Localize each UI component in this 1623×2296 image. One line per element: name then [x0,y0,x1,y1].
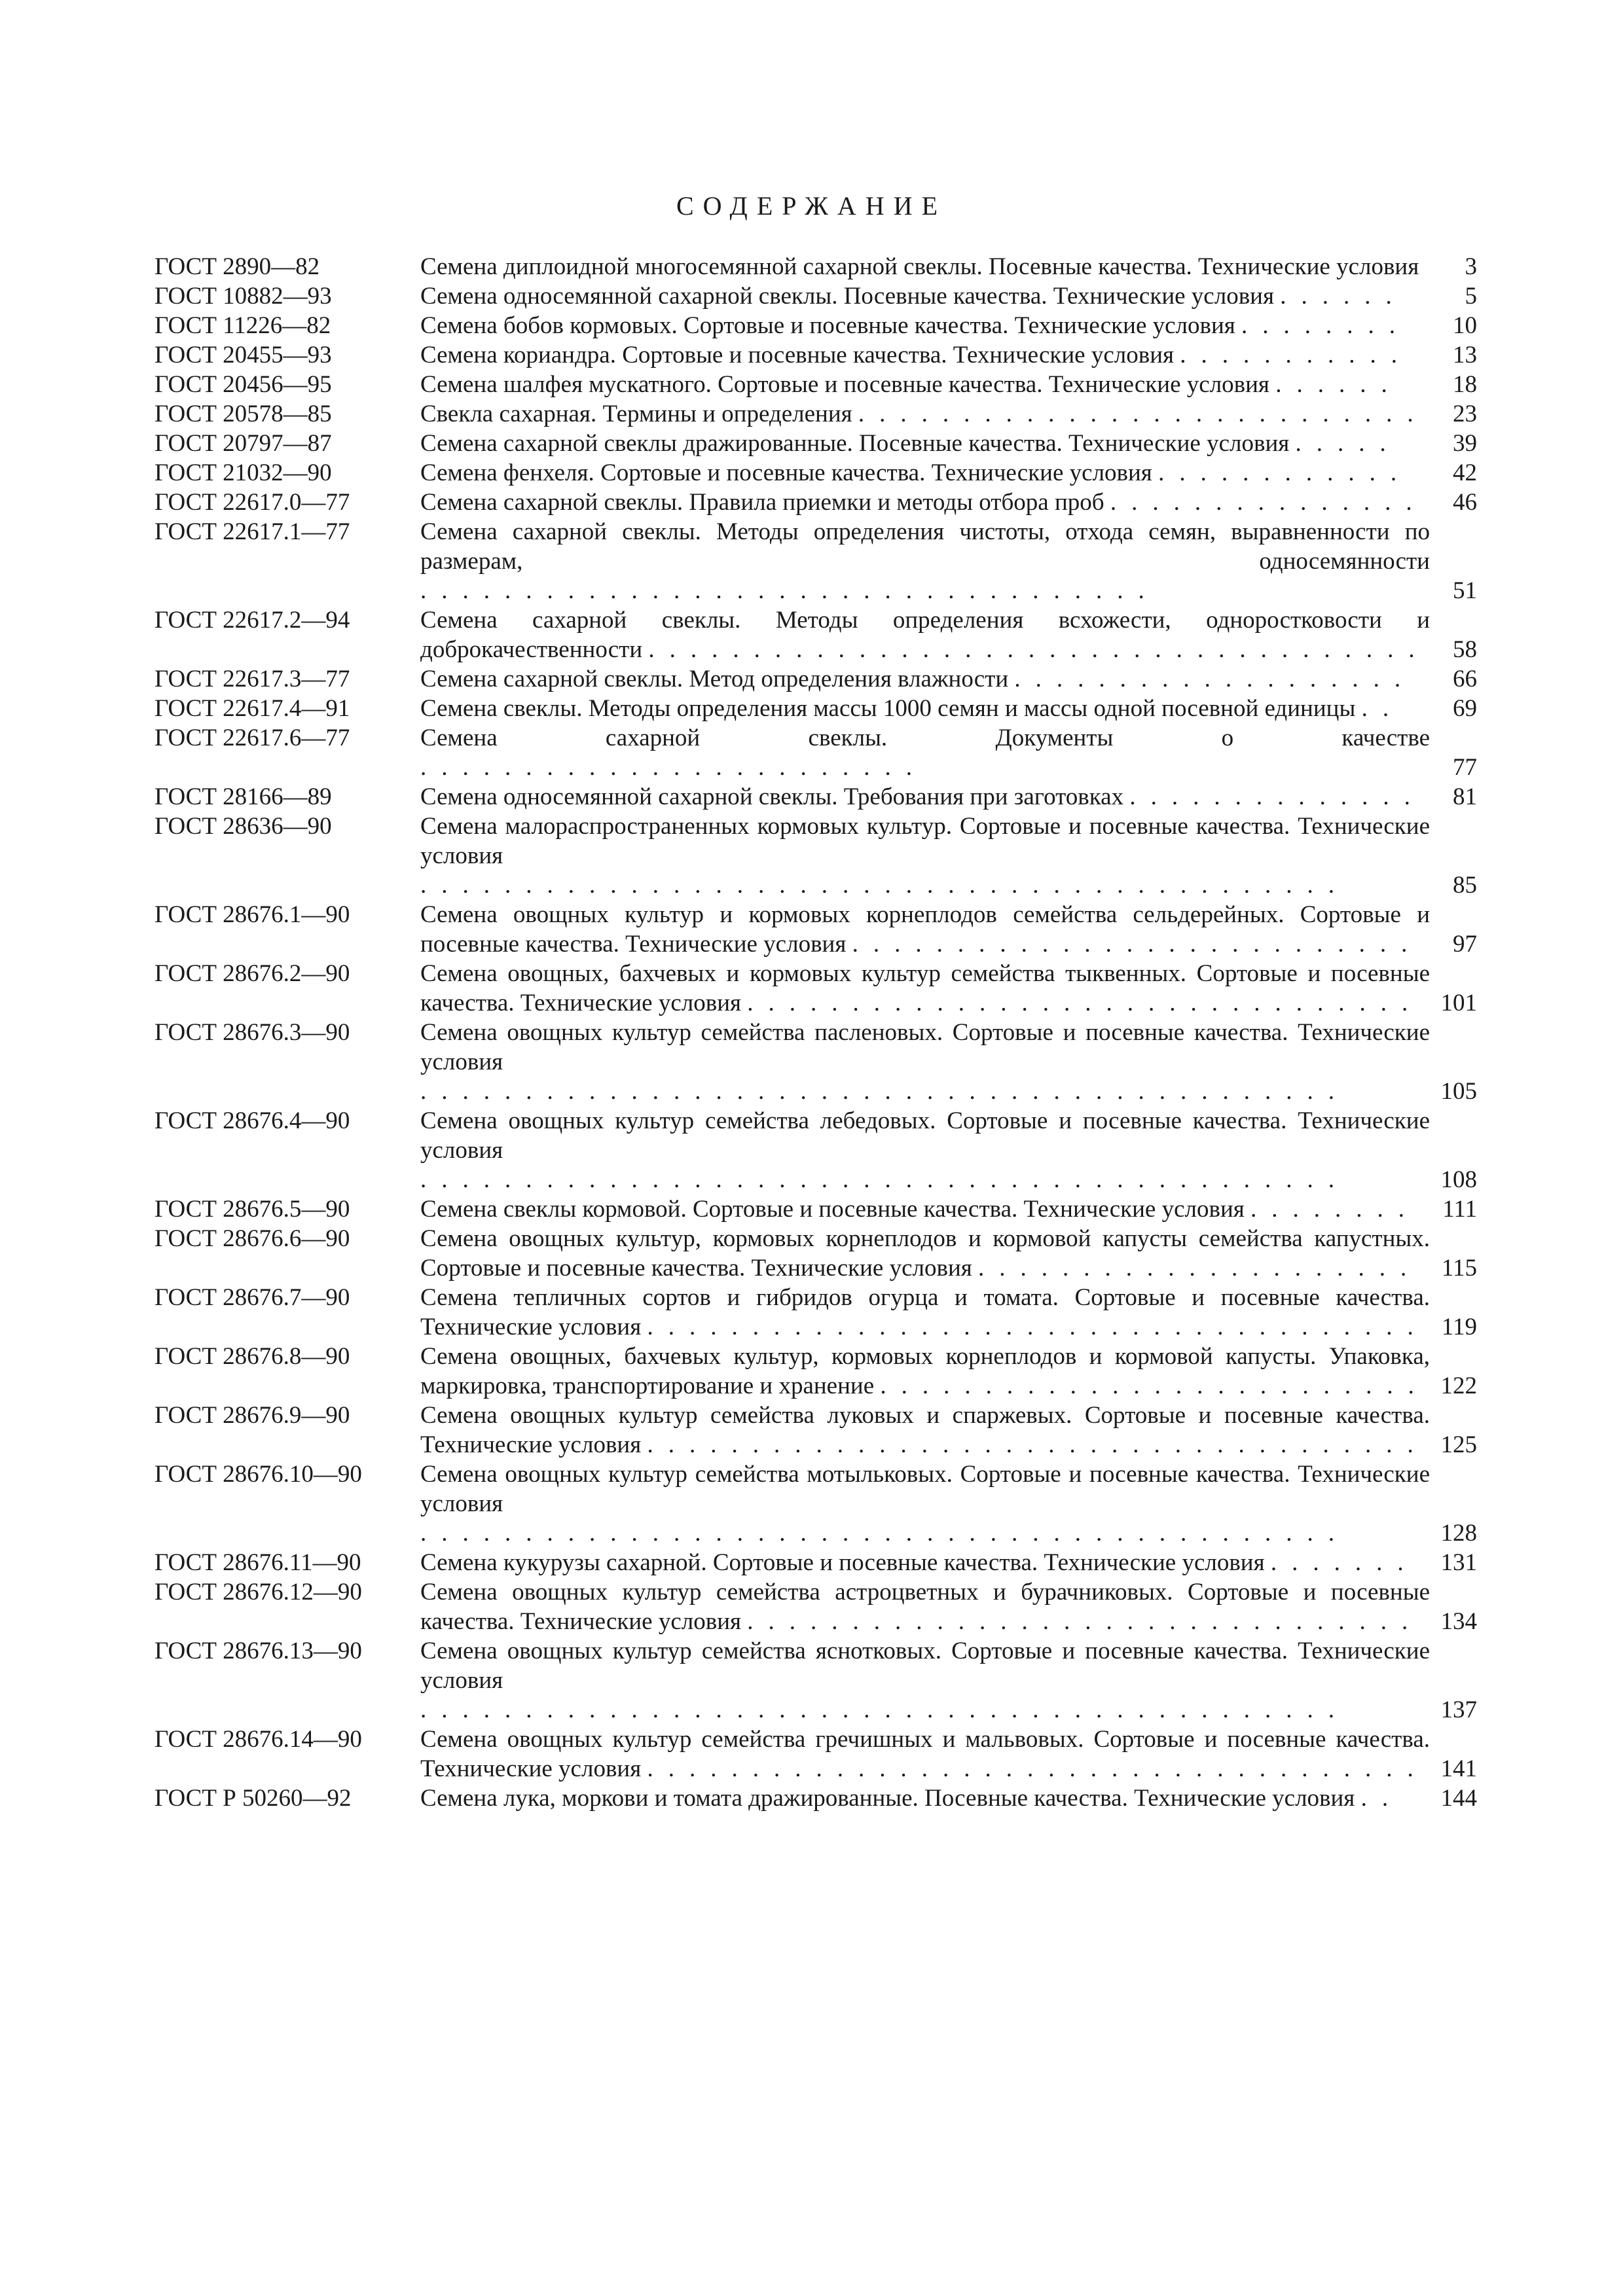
toc-entry [155,1283,1477,1342]
entry-body [420,252,1477,281]
standard-title [420,664,1477,694]
standard-title-text: Семена свеклы. Методы определения массы 1000 семян и массы одной посевной единицы [420,695,1356,722]
dot-leader: ................... [1014,666,1416,692]
page-number: 85 [1453,872,1477,899]
standard-title-text: Семена овощных культур семейства лебедовых. Сортовые и посевные качества. Технические условия [420,1107,1430,1164]
standard-title [420,340,1477,370]
entry-body [420,488,1477,517]
standard-title-text: Семена овощных культур и кормовых корнеплодов семейства сельдерейных. Сортовые и посевные качества. Технические условия [420,901,1430,958]
page-number: 128 [1440,1520,1477,1547]
toc-entry [155,517,1477,605]
standard-title [420,812,1477,900]
toc-entry [155,1636,1477,1725]
toc-entry [155,1460,1477,1548]
dot-leader: .. [1360,1785,1404,1812]
standard-title-text: Семена сахарной свеклы. Правила приемки и методы отбора проб [420,489,1104,516]
standard-title [420,900,1477,959]
standard-code: ГОСТ 28676.2—90 [155,960,350,987]
dot-leader: ..................................... [647,1431,1429,1458]
toc-entry [155,370,1477,399]
standard-code: ГОСТ 2890—82 [155,253,320,280]
entry-body [420,1018,1477,1106]
standard-title [420,723,1477,782]
standard-title [420,1725,1477,1784]
dot-leader: ........ [1241,312,1411,339]
dot-leader: ........................... [852,931,1423,958]
page-number: 42 [1453,459,1477,486]
standard-title [420,1224,1477,1283]
toc-entry [155,429,1477,458]
standard-title [420,1106,1477,1194]
standard-code: ГОСТ 20578—85 [155,401,332,427]
toc-entry [155,1401,1477,1460]
entry-body [420,1401,1477,1460]
standard-title [420,458,1477,488]
entry-body [420,1577,1477,1636]
standard-code: ГОСТ 28676.8—90 [155,1343,350,1370]
standard-code: ГОСТ 28676.4—90 [155,1107,350,1134]
toc-entry [155,812,1477,900]
dot-leader: ...... [1280,283,1407,310]
page-number: 66 [1453,666,1477,692]
standard-title-text: Семена лука, моркови и томата дражированные. Посевные качества. Технические условия [420,1785,1355,1812]
page-number: 3 [1465,253,1477,280]
page-number: 137 [1440,1696,1477,1723]
standard-code: ГОСТ Р 50260—92 [155,1785,352,1812]
toc-entry [155,782,1477,812]
page-number: 111 [1442,1196,1477,1223]
standard-code: ГОСТ 22617.3—77 [155,666,350,692]
entry-body [420,1224,1477,1283]
toc-entry [155,252,1477,281]
standard-code: ГОСТ 28676.14—90 [155,1726,362,1753]
standard-title [420,281,1477,311]
page-number: 23 [1453,401,1477,427]
dot-leader: ............................................ [420,1078,1349,1105]
toc-entry [155,1784,1477,1813]
entry-body [420,311,1477,340]
dot-leader: ........................... [858,401,1429,427]
standard-title [420,694,1477,723]
dot-leader: ................................ [747,1608,1423,1635]
standard-title [420,1018,1477,1106]
standard-title-text: Семена сахарной свеклы. Методы определения всхожести, одноростковости и доброкачественности [420,607,1430,663]
toc-entry [155,1577,1477,1636]
standard-code: ГОСТ 20797—87 [155,430,332,457]
toc-entry [155,311,1477,340]
dot-leader: ........... [1180,342,1413,368]
entry-body [420,723,1477,782]
dot-leader: .............. [1129,783,1425,810]
page-number: 115 [1441,1255,1477,1282]
entry-body [420,281,1477,311]
entry-body [420,370,1477,399]
standard-title [420,1577,1477,1636]
standard-code: ГОСТ 28636—90 [155,813,332,840]
page-number: 77 [1453,754,1477,781]
entry-body [420,664,1477,694]
entry-body [420,517,1477,605]
standard-title-text: Семена сахарной свеклы. Документы о качестве [420,725,1430,751]
standard-title [420,1283,1477,1342]
standard-title-text: Семена сахарной свеклы дражированные. Посевные качества. Технические условия [420,430,1290,457]
standard-code: ГОСТ 28676.9—90 [155,1402,350,1429]
standard-code: ГОСТ 28676.5—90 [155,1196,350,1223]
page-number: 39 [1453,430,1477,457]
dot-leader: ....... [1270,1549,1419,1576]
page-title: СОДЕРЖАНИЕ [676,191,947,221]
standard-title [420,252,1477,281]
standard-title-text: Семена овощных культур семейства пасленовых. Сортовые и посевные качества. Технические условия [420,1019,1430,1075]
standard-title [420,1784,1477,1813]
toc-entry [155,399,1477,429]
dot-leader: ...... [1275,371,1402,398]
standard-title-text: Семена кукурузы сахарной. Сортовые и посевные качества. Технические условия [420,1549,1265,1576]
page-number: 10 [1453,312,1477,339]
page-number: 122 [1440,1372,1477,1399]
standard-title-text: Свекла сахарная. Термины и определения [420,401,852,427]
page-number: 108 [1440,1166,1477,1193]
page-number: 51 [1453,577,1477,604]
toc-entry [155,1106,1477,1194]
standard-title-text: Семена односемянной сахарной свеклы. Требования при заготовках [420,783,1124,810]
dot-leader: ............... [1110,489,1427,516]
standard-title [420,1636,1477,1725]
entry-body [420,399,1477,429]
toc-entry [155,1194,1477,1224]
standard-code: ГОСТ 10882—93 [155,283,332,310]
standard-title-text: Семена овощных культур семейства мотыльковых. Сортовые и посевные качества. Технические условия [420,1461,1430,1517]
dot-leader: ..................... [978,1255,1422,1282]
standard-title [420,517,1477,605]
entry-body [420,782,1477,812]
standard-title [420,1460,1477,1548]
standard-title-text: Семена малораспространенных кормовых культур. Сортовые и посевные качества. Технические условия [420,813,1430,869]
toc-entry [155,1548,1477,1577]
dot-leader: ............................................ [420,1696,1349,1723]
toc-entry [155,488,1477,517]
entry-body [420,1106,1477,1194]
standard-code: ГОСТ 28676.7—90 [155,1284,350,1311]
standard-title [420,959,1477,1018]
toc-entry [155,900,1477,959]
standard-title [420,488,1477,517]
entry-body [420,1636,1477,1725]
standard-title-text: Семена овощных, бахчевых культур, кормовых корнеплодов и кормовой капусты. Упаковка, маркировка, транспортирование и хранение [420,1343,1430,1399]
page-number: 97 [1453,931,1477,958]
page-number: 18 [1453,371,1477,398]
page-number: 131 [1440,1549,1477,1576]
toc-entry [155,1018,1477,1106]
dot-leader: ............................................ [420,872,1349,899]
toc-entry [155,694,1477,723]
standard-title-text: Семена овощных, бахчевых и кормовых культур семейства тыквенных. Сортовые и посевные качества. Технические условия [420,960,1430,1016]
standard-title-text: Семена односемянной сахарной свеклы. Посевные качества. Технические условия [420,283,1274,310]
standard-title [420,1342,1477,1401]
standard-title-text: Семена овощных культур семейства гречишных и мальвовых. Сортовые и посевные качества. Технические условия [420,1726,1430,1782]
page-number: 13 [1453,342,1477,368]
entry-body [420,1283,1477,1342]
standard-title-text: Семена диплоидной многосемянной сахарной свеклы. Посевные качества. Технические условия [420,253,1419,280]
dot-leader: ..................................... [647,1755,1429,1782]
dot-leader: ..... [1295,430,1401,457]
dot-leader: .......................... [880,1372,1429,1399]
standard-code: ГОСТ 28676.13—90 [155,1638,362,1664]
toc-entry [155,664,1477,694]
standard-title [420,370,1477,399]
toc-entry [155,458,1477,488]
standard-title-text: Семена кориандра. Сортовые и посевные качества. Технические условия [420,342,1175,368]
entry-body [420,1784,1477,1813]
dot-leader: ............................................ [420,1166,1349,1193]
page-number: 81 [1453,783,1477,810]
standard-title [420,605,1477,664]
standard-code: ГОСТ 11226—82 [155,312,331,339]
standard-code: ГОСТ 28676.10—90 [155,1461,362,1488]
dot-leader: .. [1361,695,1404,722]
toc-entry [155,959,1477,1018]
standard-title [420,782,1477,812]
standard-code: ГОСТ 22617.2—94 [155,607,350,634]
entry-body [420,1548,1477,1577]
toc-entry [155,340,1477,370]
page-number: 105 [1440,1078,1477,1105]
entry-body [420,429,1477,458]
standard-title [420,1194,1477,1224]
standard-title-text: Семена овощных культур семейства луковых и спаржевых. Сортовые и посевные качества. Технические условия [420,1402,1430,1458]
entry-body [420,812,1477,900]
standard-title-text: Семена шалфея мускатного. Сортовые и посевные качества. Технические условия [420,371,1269,398]
standard-title-text: Семена тепличных сортов и гибридов огурца и томата. Сортовые и посевные качества. Технические условия [420,1284,1430,1340]
dot-leader: ............................................ [420,1520,1349,1547]
toc-entry [155,1224,1477,1283]
standard-code: ГОСТ 22617.1—77 [155,518,350,545]
page-number: 125 [1440,1431,1477,1458]
standard-title [420,399,1477,429]
entry-body [420,458,1477,488]
standard-title [420,429,1477,458]
page-number: 5 [1465,283,1477,310]
dot-leader: ................................... [420,577,1159,604]
standard-code: ГОСТ 20455—93 [155,342,332,368]
page-number: 144 [1440,1785,1477,1812]
page-number: 141 [1440,1755,1477,1782]
toc-entry [155,1725,1477,1784]
standard-title-text: Семена овощных культур, кормовых корнеплодов и кормовой капусты семейства капустных. Сортовые и посевные качества. Технические условия [420,1225,1430,1282]
standard-title-text: Семена бобов кормовых. Сортовые и посевные качества. Технические условия [420,312,1235,339]
standard-code: ГОСТ 20456—95 [155,371,332,398]
page-number: 69 [1453,695,1477,722]
toc-entry [155,605,1477,664]
standard-title-text: Семена свеклы кормовой. Сортовые и посевные качества. Технические условия [420,1196,1245,1223]
dot-leader: ................................ [747,990,1423,1016]
standard-code: ГОСТ 28676.6—90 [155,1225,350,1252]
entry-body [420,1725,1477,1784]
page-number: 58 [1453,636,1477,663]
dot-leader: ........................ [420,754,927,781]
standard-code: ГОСТ 22617.0—77 [155,489,350,516]
standard-code: ГОСТ 28676.1—90 [155,901,350,928]
standard-title [420,311,1477,340]
standard-code: ГОСТ 21032—90 [155,459,332,486]
standard-title-text: Семена сахарной свеклы. Методы определения чистоты, отхода семян, выравненности по размерам, односемянности [420,518,1430,575]
entry-body [420,1194,1477,1224]
standard-code: ГОСТ 28166—89 [155,783,332,810]
page-number: 119 [1441,1314,1477,1340]
standard-title-text: Семена овощных культур семейства яснотковых. Сортовые и посевные качества. Технические условия [420,1638,1430,1694]
standard-title [420,1548,1477,1577]
toc-entry [155,281,1477,311]
dot-leader: ........ [1250,1196,1420,1223]
toc-entry [155,723,1477,782]
table-of-contents [155,252,1477,1813]
entry-body [420,605,1477,664]
page-number: 101 [1440,990,1477,1016]
standard-code: ГОСТ 28676.3—90 [155,1019,350,1046]
standard-title-text: Семена овощных культур семейства астроцветных и бурачниковых. Сортовые и посевные качества. Технические условия [420,1579,1430,1635]
standard-title-text: Семена сахарной свеклы. Метод определения влажности [420,666,1009,692]
standard-title [420,1401,1477,1460]
entry-body [420,694,1477,723]
standard-code: ГОСТ 28676.11—90 [155,1549,361,1576]
standard-code: ГОСТ 28676.12—90 [155,1579,362,1605]
standard-code: ГОСТ 22617.6—77 [155,725,350,751]
entry-body [420,1342,1477,1401]
dot-leader: ..................................... [648,636,1430,663]
dot-leader: ..................................... [647,1314,1429,1340]
standard-title-text: Семена фенхеля. Сортовые и посевные качества. Технические условия [420,459,1152,486]
standard-code: ГОСТ 22617.4—91 [155,695,350,722]
entry-body [420,959,1477,1018]
toc-entry [155,1342,1477,1401]
entry-body [420,900,1477,959]
page-number: 134 [1440,1608,1477,1635]
entry-body [420,1460,1477,1548]
entry-body [420,340,1477,370]
dot-leader: ............ [1158,459,1412,486]
page-number: 46 [1453,489,1477,516]
